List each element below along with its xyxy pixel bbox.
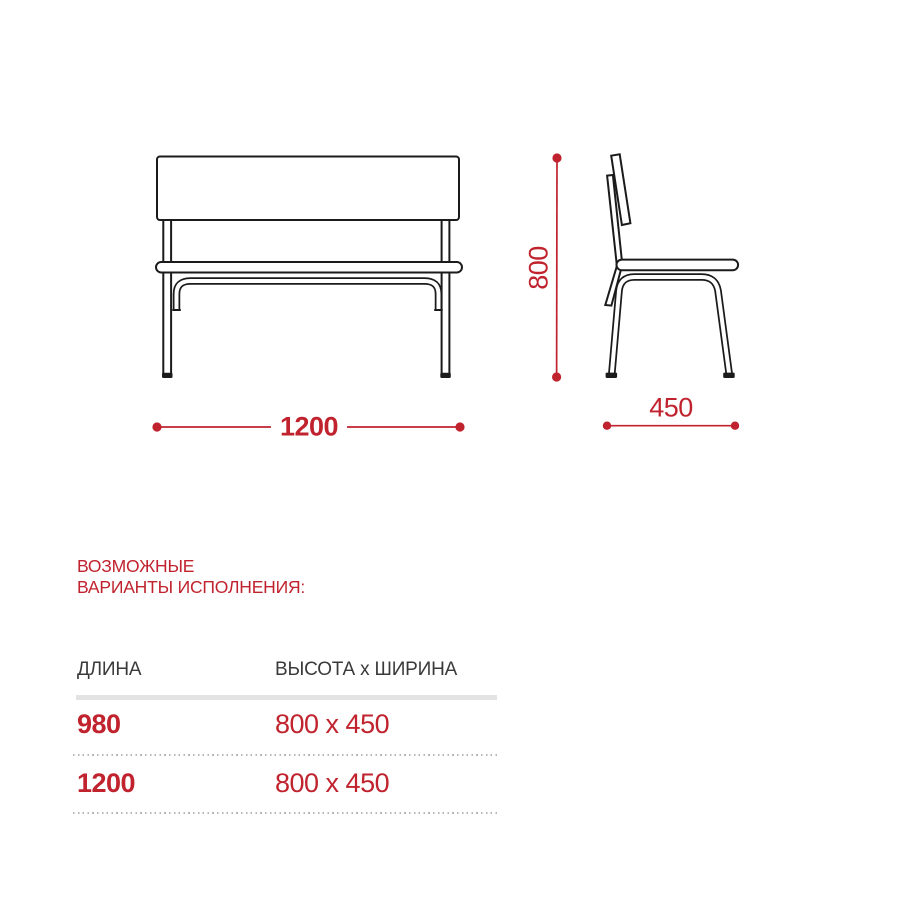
front-left-leg bbox=[163, 218, 171, 376]
underseat-frame-side bbox=[612, 277, 729, 374]
front-left-foot bbox=[162, 373, 173, 378]
seat-front bbox=[156, 262, 462, 273]
dim-label-length: 1200 bbox=[279, 411, 339, 442]
dim-width-dot-right bbox=[731, 422, 739, 430]
underseat-frame-front bbox=[177, 281, 439, 310]
spec-row1-length: 980 bbox=[77, 709, 121, 739]
spec-row2-size: 800 x 450 bbox=[275, 768, 390, 798]
front-right-leg bbox=[442, 218, 450, 376]
dim-label-width: 450 bbox=[649, 392, 693, 423]
row-divider bbox=[73, 812, 497, 814]
backrest-panel-front bbox=[157, 157, 459, 221]
underseat-frame-front-inner bbox=[177, 281, 439, 310]
spec-row1-size: 800 x 450 bbox=[275, 709, 390, 739]
front-right-foot bbox=[440, 373, 451, 378]
table-header-length: ДЛИНА bbox=[77, 659, 142, 680]
dim-length-dot-left bbox=[152, 422, 161, 431]
seat-side bbox=[617, 260, 739, 271]
dimension-width bbox=[603, 422, 739, 430]
dim-label-height: 800 bbox=[523, 246, 554, 290]
underseat-frame-side-inner bbox=[612, 277, 729, 374]
variants-title-line1: ВОЗМОЖНЫЕ bbox=[77, 556, 195, 576]
dim-height-dot-bottom bbox=[552, 372, 561, 381]
dim-length-dot-right bbox=[455, 422, 464, 431]
dim-width-dot-left bbox=[603, 422, 611, 430]
dim-height-dot-top bbox=[552, 153, 561, 162]
variants-title bbox=[77, 556, 305, 598]
table-header-divider bbox=[76, 695, 497, 700]
spec-row2-length: 1200 bbox=[77, 768, 136, 798]
row-divider bbox=[73, 754, 497, 756]
bench-front-view bbox=[156, 157, 462, 379]
variants-title-line2: ВАРИАНТЫ ИСПОЛНЕНИЯ: bbox=[77, 577, 306, 597]
side-back-foot bbox=[606, 373, 618, 378]
side-front-foot bbox=[723, 373, 735, 378]
table-header-size: ВЫСОТА x ШИРИНА bbox=[275, 659, 458, 680]
bench-side-view bbox=[605, 154, 738, 378]
